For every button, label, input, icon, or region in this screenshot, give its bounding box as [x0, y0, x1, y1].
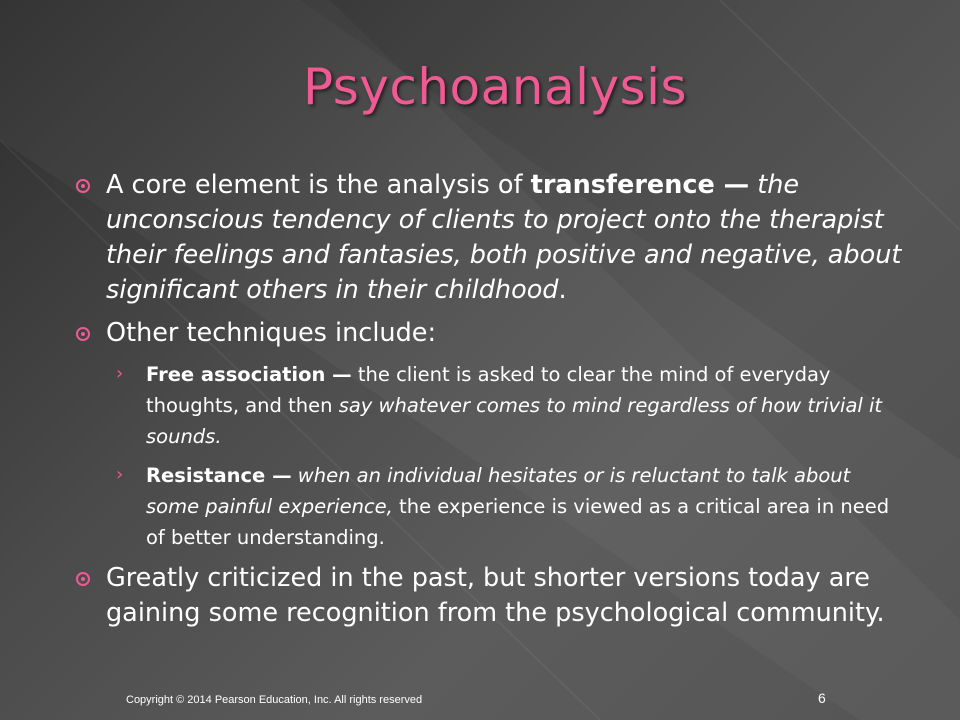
sub-bullet-term: Free association —: [146, 363, 352, 386]
bullet-text-pre: A core element is the analysis of: [106, 170, 531, 200]
sub-bullet-italic: say whatever comes to mind regardless of how trivial it sounds.: [146, 394, 883, 448]
circled-dot-icon: [76, 179, 90, 193]
chevron-right-icon: ›: [116, 363, 124, 384]
bullet-criticized: [76, 561, 906, 631]
bullet-text: Greatly criticized in the past, but shorter versions today are gaining some recognition from the psychological community.: [106, 563, 885, 628]
bullet-text-post: .: [558, 275, 567, 305]
sub-bullet-text: the experience is viewed as a critical area in need of better understanding.: [146, 495, 890, 549]
circled-dot-icon: [76, 327, 90, 341]
bullet-transference: [76, 168, 906, 308]
chevron-right-icon: ›: [116, 464, 124, 485]
bullet-text: Other techniques include:: [106, 318, 437, 348]
sub-bullet-resistance: [76, 460, 906, 553]
slide-content: [76, 168, 906, 639]
page-number: 6: [818, 690, 826, 706]
bullet-term-transference: transference —: [530, 170, 750, 200]
slide-title: Psychoanalysis: [302, 58, 688, 116]
sub-bullet-free-association: [76, 359, 906, 452]
circled-dot-icon: [76, 572, 90, 586]
bullet-other-techniques: [76, 316, 906, 351]
sub-bullet-text: the client is asked to clear the mind of everyday thoughts, and then: [146, 363, 831, 417]
bullet-definition: the unconscious tendency of clients to project onto the therapist their feelings and fantasies, both positive and negative, about significant others in their childhood: [106, 170, 902, 305]
sub-bullet-italic: when an individual hesitates or is reluctant to talk about some painful experience,: [146, 464, 851, 518]
sub-bullet-term: Resistance —: [146, 464, 292, 487]
copyright-notice: Copyright © 2014 Pearson Education, Inc. All rights reserved: [126, 694, 423, 706]
